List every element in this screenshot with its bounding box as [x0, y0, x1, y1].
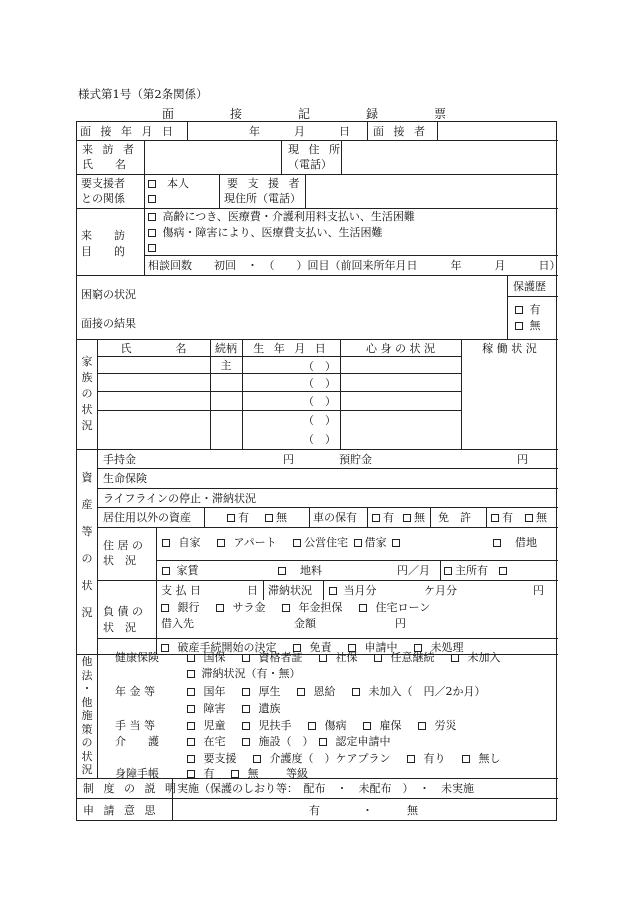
other-law-side-char: 施: [81, 709, 93, 722]
age-paren: （ ）: [303, 433, 336, 446]
care-plan-yes-label: 有り: [423, 752, 446, 765]
other-law-side-char: 他: [81, 695, 93, 709]
debt-consumer-label: サラ金: [232, 601, 266, 614]
protection-history-label: 保護歴: [513, 280, 546, 293]
checkbox-icon[interactable]: [162, 539, 170, 547]
debt-types[interactable]: [161, 601, 430, 614]
other-law-side-char: 策: [81, 722, 93, 736]
checkbox-icon[interactable]: [499, 567, 507, 575]
family-side-char: 状: [81, 403, 93, 416]
checkbox-icon[interactable]: [253, 755, 261, 763]
other-assets-label: 居住用以外の資産: [103, 511, 191, 524]
checkbox-icon[interactable]: [187, 738, 195, 746]
car-no[interactable]: [403, 511, 425, 524]
pension-label: 年 金 等: [115, 685, 155, 698]
checkbox-icon[interactable]: [308, 722, 316, 730]
checkbox-icon[interactable]: [525, 514, 533, 522]
relation-label-2: との関係: [81, 192, 125, 205]
discharge-label: 免責: [309, 641, 332, 654]
pension-disability-label: 障害: [203, 702, 226, 715]
person-address-label: 要 支 援 者: [227, 177, 303, 190]
housing-types[interactable]: [162, 536, 403, 549]
family-header-name: 氏 名: [120, 342, 187, 355]
other-law-side-char: 状: [81, 749, 93, 763]
assets-side-char: 状: [81, 579, 93, 592]
checkbox-icon[interactable]: [216, 604, 224, 612]
yes-label: 有: [238, 511, 249, 524]
checkbox-icon[interactable]: [462, 755, 470, 763]
application-dot: ・: [362, 804, 373, 817]
checkbox-icon[interactable]: [444, 567, 452, 575]
this-month-label: 当月分: [343, 584, 377, 597]
land-rent-label: 地料: [300, 564, 322, 577]
family-header-condition: 心 身 の 状 況: [366, 342, 435, 355]
health-none-label: 未加入: [467, 651, 501, 664]
disability-label: 身障手帳: [115, 767, 159, 780]
person-address-phone-label: 現住所（電話）: [224, 192, 301, 205]
pension-options[interactable]: [187, 685, 486, 698]
checkbox-icon[interactable]: [148, 195, 156, 203]
checkbox-icon[interactable]: [392, 539, 400, 547]
purpose-option-1-label: 高齢につき、医療費・介護利用料支払い、生活困難: [162, 210, 415, 223]
health-national-label: 国保: [203, 651, 226, 664]
health-arrears[interactable]: [187, 667, 301, 680]
checkbox-icon[interactable]: [319, 654, 327, 662]
arrears-label: 滞納状況: [268, 584, 312, 597]
health-certificate-label: 資格者証: [258, 651, 303, 664]
no-address[interactable]: [444, 564, 510, 577]
other-assets-no[interactable]: [265, 511, 287, 524]
housing-apartment-label: アパート: [233, 536, 277, 549]
protection-no-label: 無: [529, 319, 541, 332]
land-rent[interactable]: [278, 564, 322, 577]
consult-count-line: 相談回数 初回 ・ （ ）回目（前回来所年月日 年 月 日）: [148, 259, 561, 272]
allowance-options[interactable]: [187, 719, 457, 732]
checkbox-icon[interactable]: [374, 654, 382, 662]
other-law-section-label: [80, 655, 94, 777]
checkbox-icon[interactable]: [359, 604, 367, 612]
checkbox-icon[interactable]: [231, 770, 239, 778]
other-law-side-char: 他: [81, 655, 93, 668]
protection-no[interactable]: [515, 319, 541, 332]
address-label: 現 住 所: [288, 143, 343, 156]
housing-label: 住 居 の: [103, 539, 143, 552]
family-header-birthdate: 生 年 月 日: [253, 342, 329, 355]
checkbox-icon[interactable]: [297, 688, 305, 696]
checkbox-icon[interactable]: [354, 539, 362, 547]
debt-label-2: 状 況: [103, 621, 136, 634]
visitor-name-label: 氏 名: [82, 158, 126, 171]
checkbox-icon[interactable]: [148, 244, 156, 252]
housing-own-label: 自家: [178, 536, 201, 549]
allowance-single-label: 児扶手: [258, 719, 292, 732]
bankruptcy-decision-label: 破産手続開始の決定: [177, 641, 277, 654]
family-side-char: の: [81, 387, 93, 400]
other-law-side-char: ・: [81, 682, 93, 695]
checkbox-icon[interactable]: [352, 688, 360, 696]
assets-side-char: 等: [81, 525, 93, 538]
interviewer-label: 面 接 者: [373, 125, 428, 138]
checkbox-icon[interactable]: [242, 654, 250, 662]
care-facility-label: 施設（ ）: [258, 735, 314, 748]
cash-yen: 円: [283, 453, 294, 466]
purpose-option-2-label: 傷病・障害により、医療費支払い、生活困難: [162, 226, 383, 239]
checkbox-icon[interactable]: [148, 180, 156, 188]
housing-label-2: 状 況: [103, 554, 136, 567]
page-title: 面 接 記 録 票: [161, 107, 468, 121]
option-self[interactable]: [148, 177, 189, 190]
care-options[interactable]: [187, 735, 391, 748]
other-law-side-char: 法: [81, 668, 93, 682]
protection-yes[interactable]: [515, 303, 541, 316]
checkbox-icon[interactable]: [493, 539, 501, 547]
interview-date-field[interactable]: 年 月 日: [249, 125, 354, 138]
housing-public-label: 公営住宅: [304, 536, 349, 549]
allowance-child-label: 児童: [203, 719, 226, 732]
checkbox-icon[interactable]: [161, 604, 169, 612]
visitor-label: 来 訪 者: [82, 143, 137, 156]
hardship-label: 困窮の状況: [81, 288, 136, 301]
checkbox-icon[interactable]: [491, 514, 499, 522]
car-label: 車の保有: [313, 511, 357, 524]
rent[interactable]: [162, 564, 199, 577]
cash-label: 手持金: [103, 453, 136, 466]
assets-side-char: 資: [81, 471, 93, 484]
checkbox-icon[interactable]: [187, 688, 195, 696]
checkbox-icon[interactable]: [148, 229, 156, 237]
disability-yes-label: 有: [203, 767, 215, 780]
grade-label: 等級: [286, 767, 308, 780]
purpose-option-2[interactable]: [148, 226, 383, 239]
checkbox-icon[interactable]: [278, 567, 286, 575]
checkbox-icon[interactable]: [187, 705, 195, 713]
family-side-char: 家: [81, 355, 93, 368]
arrears-yen: 円: [533, 584, 544, 597]
form-number: 様式第1号（第2条関係）: [78, 87, 208, 101]
assets-side-char: 産: [81, 498, 93, 511]
checkbox-icon[interactable]: [515, 306, 523, 314]
checkbox-icon[interactable]: [187, 770, 195, 778]
lender-label: 借入先: [161, 617, 194, 630]
assets-side-char: の: [81, 552, 93, 565]
amount-yen: 円: [395, 617, 406, 630]
debt-label: 負 債 の: [103, 605, 143, 618]
other-law-side-char: の: [81, 736, 93, 749]
application-intent-label: 申 請 意 思: [83, 804, 159, 817]
checkbox-icon[interactable]: [515, 322, 523, 330]
purpose-label: 来 訪: [81, 229, 125, 242]
checkbox-icon[interactable]: [407, 755, 415, 763]
arrears-months: ケ月分: [424, 584, 457, 597]
age-paren: （ ）: [303, 377, 336, 390]
assets-side-char: 況: [81, 606, 93, 619]
checkbox-icon[interactable]: [372, 514, 380, 522]
care-plan-no-label: 無し: [478, 752, 501, 765]
pension-welfare-label: 厚生: [258, 685, 281, 698]
assets-section-label: [80, 464, 94, 626]
debt-housing-label: 住宅ローン: [375, 601, 431, 614]
health-insurance-label: 健康保険: [115, 651, 159, 664]
license-yes[interactable]: [491, 511, 513, 524]
pension-onkyu-label: 恩給: [313, 685, 336, 698]
checkbox-icon[interactable]: [242, 705, 250, 713]
car-yes[interactable]: [372, 511, 394, 524]
rent-label: 家賃: [176, 564, 199, 577]
checkbox-icon[interactable]: [242, 688, 250, 696]
no-address-label: 主所有: [455, 564, 488, 577]
housing-rental-label: 借家: [364, 536, 387, 549]
allowance-injury-label: 傷病: [324, 719, 347, 732]
arrears-this-month[interactable]: [329, 584, 377, 597]
age-paren: （ ）: [303, 360, 336, 373]
checkbox-icon[interactable]: [187, 755, 195, 763]
applying-label: 申請中: [364, 641, 398, 654]
age-paren: （ ）: [303, 414, 336, 427]
allowance-workers-label: 労災: [434, 719, 457, 732]
checkbox-icon[interactable]: [293, 539, 301, 547]
checkbox-icon[interactable]: [282, 604, 290, 612]
debt-bank-label: 銀行: [177, 601, 200, 614]
no-label: 無: [414, 511, 425, 524]
pension-national-label: 国年: [203, 685, 226, 698]
application-no[interactable]: 無: [407, 804, 418, 817]
license-label: 免 許: [438, 511, 471, 524]
health-options[interactable]: [187, 651, 501, 664]
family-head-relation: 主: [220, 359, 232, 372]
checkbox-icon[interactable]: [418, 722, 426, 730]
health-arrears-label: 滞納状況（有・無）: [201, 667, 301, 680]
system-explanation-label: 制 度 の 説 明: [83, 782, 179, 795]
system-explanation-text[interactable]: 実施（保護のしおり等： 配布 ・ 未配布 ） ・ 未実施: [177, 782, 474, 795]
pension-options-2[interactable]: [187, 702, 281, 715]
allowance-label: 手 当 等: [115, 719, 155, 732]
purpose-option-1[interactable]: [148, 210, 415, 223]
lifeline-label: ライフラインの停止・滞納状況: [103, 492, 257, 505]
health-social-label: 社保: [335, 651, 358, 664]
care-level-label: 介護度（ ）ケアプラン: [269, 752, 391, 765]
housing-leased-land-label: 借地: [515, 536, 537, 549]
care-home-label: 在宅: [203, 735, 226, 748]
checkbox-icon[interactable]: [265, 514, 273, 522]
checkbox-icon[interactable]: [319, 738, 327, 746]
checkbox-icon[interactable]: [162, 567, 170, 575]
payday-label: 支 払 日: [161, 584, 201, 597]
option-other[interactable]: [148, 192, 159, 205]
care-options-2[interactable]: [187, 752, 501, 765]
pension-none-label: 未加入（ 円／2か月）: [368, 685, 486, 698]
option-self-label: 本人: [167, 177, 189, 190]
checkbox-icon[interactable]: [329, 587, 337, 595]
interview-date-label: 面 接 年 月 日: [80, 125, 176, 138]
family-header-relation: 続柄: [215, 342, 237, 355]
checkbox-icon[interactable]: [242, 722, 250, 730]
application-yes[interactable]: 有: [309, 804, 320, 817]
checkbox-icon[interactable]: [403, 514, 411, 522]
disability-no-label: 無: [247, 767, 259, 780]
address-phone-label: （電話）: [288, 158, 332, 171]
checkbox-icon[interactable]: [363, 722, 371, 730]
unprocessed-label: 未処理: [430, 641, 464, 654]
checkbox-icon[interactable]: [451, 654, 459, 662]
care-applying-label: 認定申請中: [335, 735, 391, 748]
allowance-employment-label: 雇保: [379, 719, 402, 732]
interview-record-form: [76, 121, 561, 821]
relation-label: 要支援者: [81, 177, 125, 190]
family-side-char: 族: [81, 371, 93, 384]
checkbox-icon[interactable]: [242, 738, 250, 746]
purpose-label-2: 目 的: [81, 245, 125, 258]
checkbox-icon[interactable]: [227, 514, 235, 522]
health-continued-label: 任意継続: [390, 651, 435, 664]
checkbox-icon[interactable]: [187, 654, 195, 662]
family-header-work: 稼 働 状 況: [482, 342, 537, 355]
checkbox-icon[interactable]: [217, 539, 225, 547]
protection-yes-label: 有: [529, 303, 541, 316]
no-label: 無: [536, 511, 547, 524]
yes-label: 有: [383, 511, 394, 524]
family-section-label: [80, 354, 94, 434]
result-label: 面接の結果: [81, 317, 136, 330]
checkbox-icon[interactable]: [187, 722, 195, 730]
amount-label: 金額: [294, 617, 316, 630]
life-insurance-label: 生命保険: [103, 472, 147, 485]
other-assets-yes[interactable]: [227, 511, 249, 524]
no-label: 無: [276, 511, 287, 524]
savings-yen: 円: [517, 453, 528, 466]
debt-pension-label: 年金担保: [298, 601, 343, 614]
pension-survivor-label: 遺族: [258, 702, 281, 715]
payday-day: 日: [247, 584, 258, 597]
checkbox-icon[interactable]: [161, 644, 169, 652]
savings-label: 預貯金: [339, 453, 372, 466]
care-label: 介 護: [115, 735, 159, 748]
checkbox-icon[interactable]: [148, 213, 156, 221]
family-side-char: 況: [81, 419, 93, 432]
disability-options[interactable]: [187, 767, 308, 780]
license-no[interactable]: [525, 511, 547, 524]
per-month-label: 円／月: [397, 564, 430, 577]
housing-leased-land[interactable]: [493, 536, 537, 549]
purpose-option-3[interactable]: [148, 241, 159, 254]
age-paren: （ ）: [303, 395, 336, 408]
care-support-label: 要支援: [203, 752, 237, 765]
yes-label: 有: [502, 511, 513, 524]
checkbox-icon[interactable]: [187, 670, 195, 678]
other-law-side-char: 況: [81, 763, 93, 776]
